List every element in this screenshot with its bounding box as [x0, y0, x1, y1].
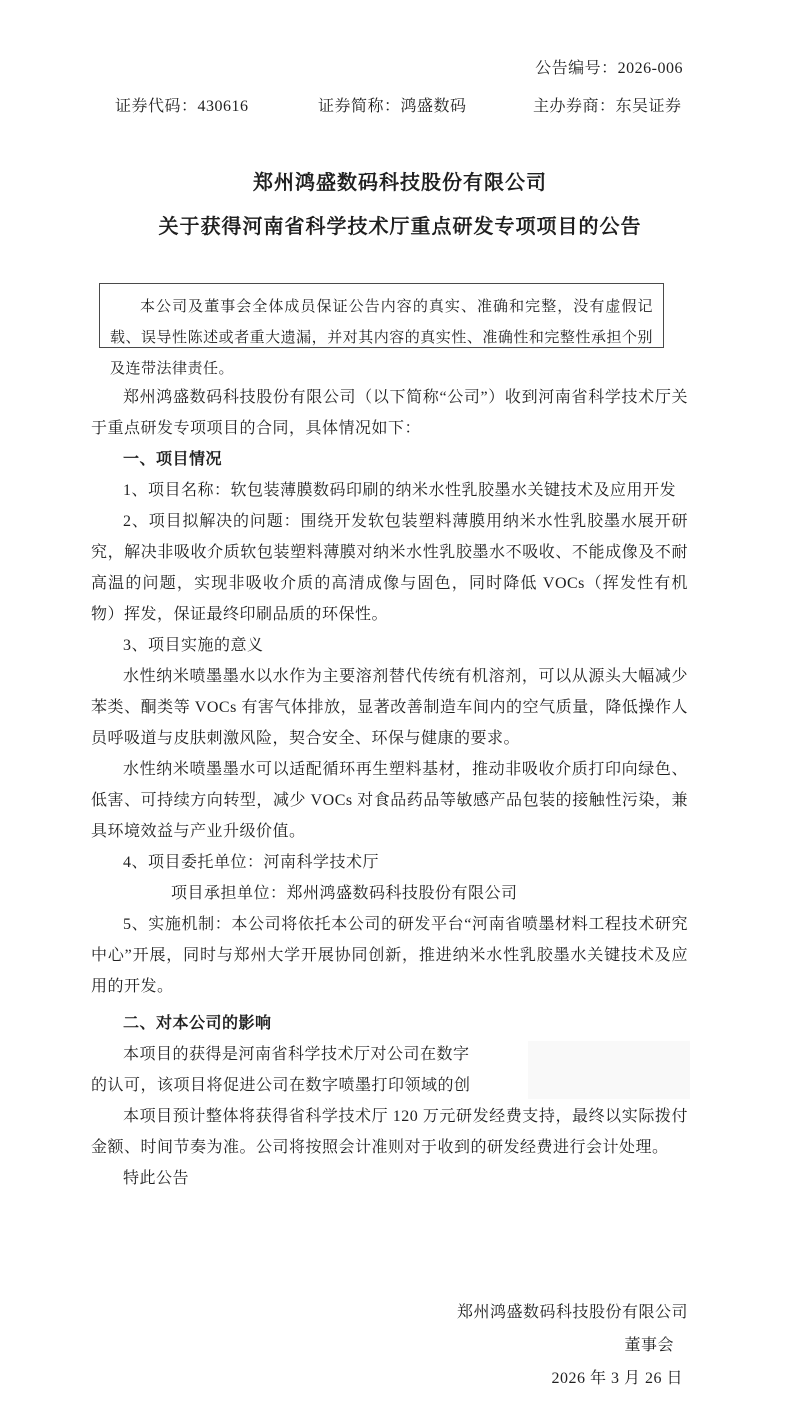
signature-date: 2026 年 3 月 26 日	[551, 1370, 683, 1387]
impact-line-2: 的认可，该项目将促进公司在数字喷墨打印领域的创	[91, 1077, 471, 1094]
implementation-mechanism-item: 5、实施机制：本公司将依托本公司的研发平台“河南省喷墨材料工程技术研究中心”开展，同时与郑州大学开展协同创新，推进纳米水性乳胶墨水关键技术及应用的开发。	[91, 916, 688, 995]
signature-company: 郑州鸿盛数码科技股份有限公司	[456, 1304, 688, 1321]
announcement-number: 公告编号：2026-006	[535, 60, 683, 77]
intro-paragraph: 郑州鸿盛数码科技股份有限公司（以下简称“公司”）收到河南省科学技术厅关于重点研发专项项目的合同，具体情况如下：	[91, 389, 688, 437]
disclaimer-text: 本公司及董事会全体成员保证公告内容的真实、准确和完整，没有虚假记载、误导性陈述或者重大遗漏，并对其内容的真实性、准确性和完整性承担个别及连带法律责任。	[110, 299, 653, 377]
securities-info-row	[0, 96, 800, 118]
significance-paragraph-1: 水性纳米喷墨墨水以水作为主要溶剂替代传统有机溶剂，可以从源头大幅减少苯类、酮类等 VOCs 有害气体排放，显著改善制造车间内的空气质量，降低操作人员呼吸道与皮肤刺激风险，契合安全、环保与健康的要求。	[91, 668, 688, 747]
section2-heading: 二、对本公司的影响	[123, 1015, 272, 1032]
closing-statement: 特此公告	[123, 1170, 190, 1187]
section1-heading: 一、项目情况	[123, 451, 223, 468]
funding-paragraph: 本项目预计整体将获得省科学技术厅 120 万元研发经费支持，最终以实际拨付金额、时间节奏为准。公司将按照会计准则对于收到的研发经费进行会计处理。	[91, 1108, 688, 1156]
disclaimer-box	[99, 283, 664, 377]
undertaking-unit-item: 项目承担单位：郑州鸿盛数码科技股份有限公司	[171, 885, 518, 902]
announcement-title: 关于获得河南省科学技术厅重点研发专项项目的公告	[158, 216, 642, 238]
signature-block	[0, 1296, 800, 1395]
significance-paragraph-2: 水性纳米喷墨墨水可以适配循环再生塑料基材，推动非吸收介质打印向绿色、低害、可持续方向转型，减少 VOCs 对食品药品等敏感产品包装的接触性污染，兼具环境效益与产业升级价值。	[91, 761, 688, 840]
sponsor-broker: 主办券商：东吴证券	[533, 98, 682, 115]
stock-code: 证券代码：430616	[115, 98, 249, 115]
redaction-patch	[528, 1041, 690, 1099]
project-significance-heading: 3、项目实施的意义	[123, 637, 264, 654]
entrusting-unit-item: 4、项目委托单位：河南科学技术厅	[123, 854, 380, 871]
project-problem-item: 2、项目拟解决的问题：围绕开发软包装塑料薄膜用纳米水性乳胶墨水展开研究，解决非吸收介质软包装塑料薄膜对纳米水性乳胶墨水不吸收、不能成像及不耐高温的问题，实现非吸收介质的高清成像与固色，同时降低 VOCs（挥发性有机物）挥发，保证最终印刷品质的环保性。	[91, 513, 688, 623]
impact-line-1: 本项目的获得是河南省科学技术厅对公司在数字	[123, 1046, 470, 1063]
signature-board: 董事会	[624, 1337, 674, 1354]
project-name-item: 1、项目名称：软包装薄膜数码印刷的纳米水性乳胶墨水关键技术及应用开发	[123, 482, 677, 499]
company-name-title: 郑州鸿盛数码科技股份有限公司	[253, 172, 547, 194]
stock-short-name: 证券简称：鸿盛数码	[318, 98, 467, 115]
